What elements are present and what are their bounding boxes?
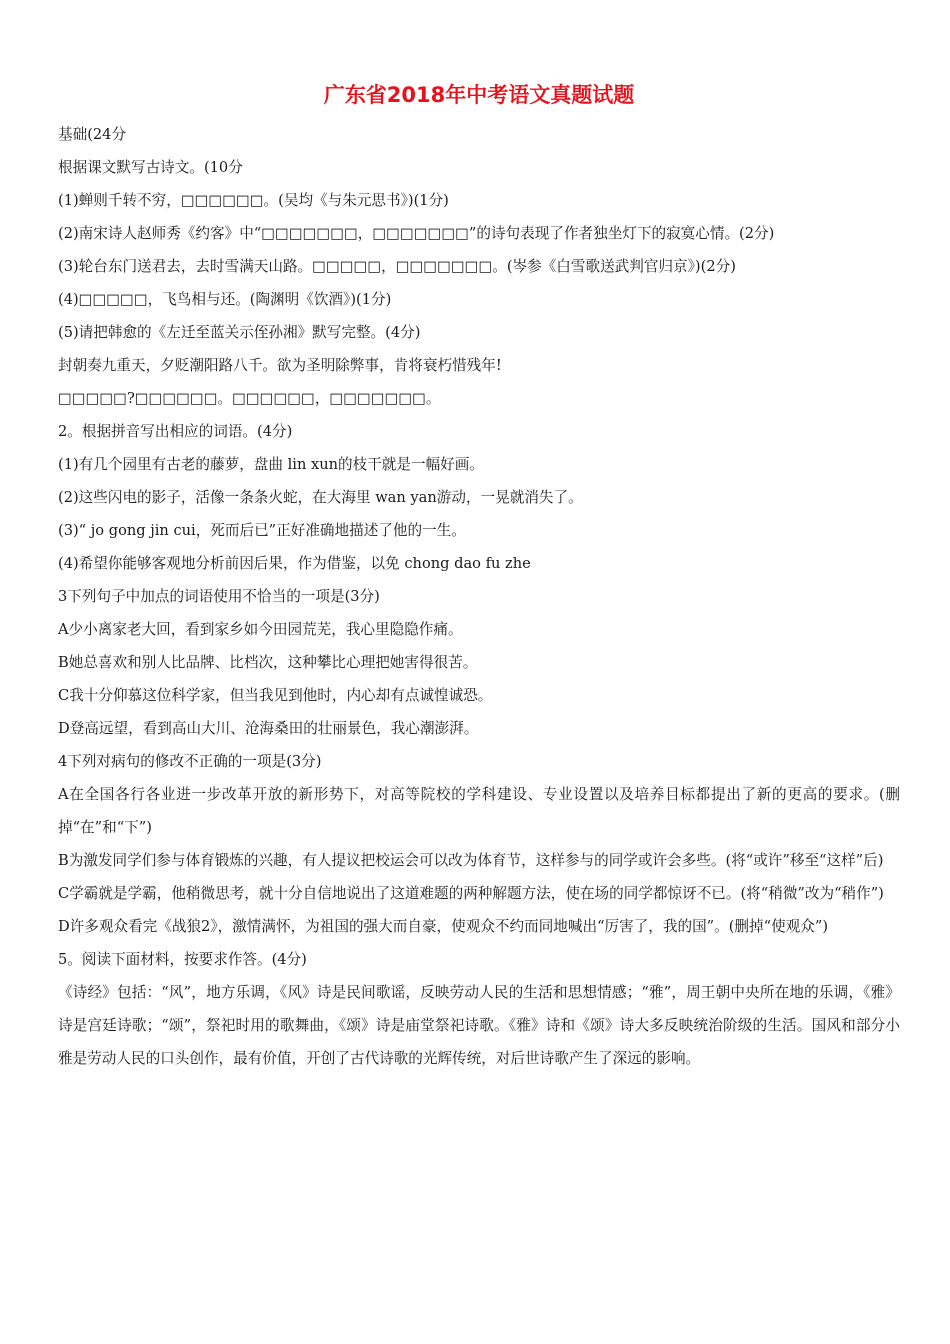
- answer-option: B为激发同学们参与体育锻炼的兴趣，有人提议把校运会可以改为体育节，这样参与的同学或许会多些。(将“或许”移至“这样”后): [58, 852, 884, 869]
- answer-option: D登高远望，看到高山大川、沧海桑田的壮丽景色，我心潮澎湃。: [58, 720, 479, 737]
- poem-line: 封朝奏九重天，夕贬潮阳路八千。欲为圣明除弊事，肯将衰朽惜残年!: [58, 357, 502, 374]
- question-item: (3)“ jo gong jin cui，死而后已”正好准确地描述了他的一生。: [58, 522, 466, 539]
- question-heading: 根据课文默写古诗文。(10分: [58, 159, 243, 176]
- question-heading: 3下列句子中加点的词语使用不恰当的一项是(3分): [58, 588, 380, 605]
- question-item: (2)南宋诗人赵师秀《约客》中“□□□□□□□，□□□□□□□”的诗句表现了作者独坐灯下的寂寞心情。(2分): [58, 225, 775, 242]
- question-item: (4)希望你能够客观地分析前因后果，作为借鉴，以免 chong dao fu zhe: [58, 555, 531, 572]
- question-item: (5)请把韩愈的《左迁至蓝关示侄孙湘》默写完整。(4分): [58, 324, 421, 341]
- exam-page: [58, 80, 900, 1075]
- answer-option: A少小离家老大回，看到家乡如今田园荒芜，我心里隐隐作痛。: [58, 621, 463, 638]
- question-heading: 5。阅读下面材料，按要求作答。(4分): [58, 951, 307, 968]
- answer-option: A在全国各行各业进一步改革开放的新形势下，对高等院校的学科建设、专业设置以及培养目标都提出了新的更高的要求。(删掉“在”和“下”): [58, 786, 900, 836]
- question-item: (4)□□□□□，飞鸟相与还。(陶渊明《饮酒》)(1分): [58, 291, 392, 308]
- answer-option: B她总喜欢和别人比品牌、比档次，这种攀比心理把她害得很苦。: [58, 654, 478, 671]
- poem-blank-line: □□□□□?□□□□□□。□□□□□□，□□□□□□□。: [58, 390, 441, 407]
- question-heading: 4下列对病句的修改不正确的一项是(3分): [58, 753, 322, 770]
- section-heading: 基础(24分: [58, 126, 127, 143]
- question-heading: 2。根据拼音写出相应的词语。(4分): [58, 423, 293, 440]
- answer-option: C我十分仰慕这位科学家，但当我见到他时，内心却有点诚惶诚恐。: [58, 687, 493, 704]
- page-title: 广东省2018年中考语文真题试题: [323, 83, 635, 107]
- answer-option: C学霸就是学霸，他稍微思考，就十分自信地说出了这道难题的两种解题方法，使在场的同学都惊讶不已。(将“稍微”改为“稍作”): [58, 885, 884, 902]
- question-item: (1)有几个园里有古老的藤萝，盘曲 lin xun的枝干就是一幅好画。: [58, 456, 484, 473]
- question-item: (3)轮台东门送君去，去时雪满天山路。□□□□□，□□□□□□□。(岑参《白雪歌送武判官归京》)(2分): [58, 258, 736, 275]
- question-item: (2)这些闪电的影子，活像一条条火蛇，在大海里 wan yan游动，一晃就消失了。: [58, 489, 583, 506]
- reading-material: 《诗经》包括：“风”，地方乐调，《风》诗是民间歌谣，反映劳动人民的生活和思想情感；“雅”，周王朝中央所在地的乐调，《雅》诗是宫廷诗歌；“颂”，祭祀时用的歌舞曲，《颂》诗是庙堂祭祀诗歌。《雅》诗和《颂》诗大多反映统治阶级的生活。国风和部分小雅是劳动人民的口头创作，最有价值，开创了古代诗歌的光辉传统，对后世诗歌产生了深远的影响。: [58, 984, 900, 1067]
- answer-option: D许多观众看完《战狼2》，激情满怀，为祖国的强大而自豪，使观众不约而同地喊出“厉害了，我的国”。(删掉“使观众”): [58, 918, 829, 935]
- question-item: (1)蝉则千转不穷，□□□□□□。(吴均《与朱元思书》)(1分): [58, 192, 449, 209]
